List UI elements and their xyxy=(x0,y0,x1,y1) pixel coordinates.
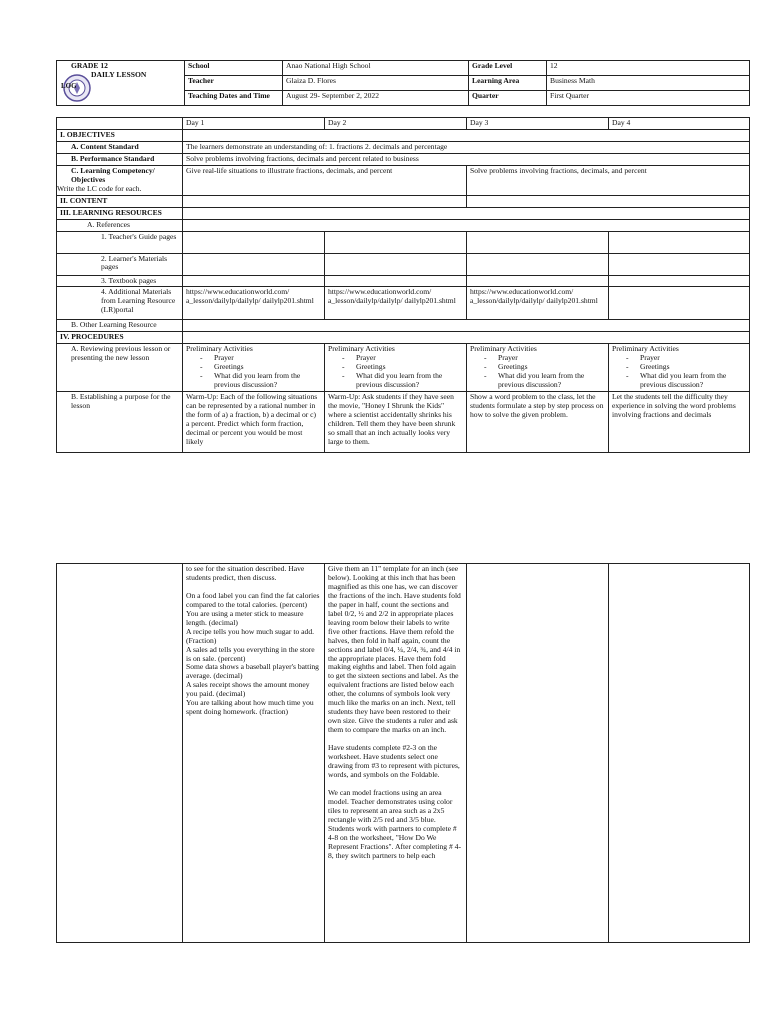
day-3-header: Day 3 xyxy=(467,118,609,130)
additional-materials-label: 4. Additional Materials from Learning Resource (LR)portal xyxy=(57,287,183,320)
question-item: - What did you learn from the previous discussion? xyxy=(328,372,463,390)
content-heading: II. CONTENT xyxy=(57,195,183,207)
quarter-value: First Quarter xyxy=(547,91,750,106)
prelim-title: Preliminary Activities xyxy=(186,344,253,354)
grade-level-value: 12 xyxy=(547,61,750,76)
blank-cell xyxy=(183,275,325,287)
log-title: LOG xyxy=(61,82,77,90)
continuation-day2: Give them an 11" template for an inch (see below). Looking at this inch that has been magnified as this one has, we can discover the fractions of the inch. Have students fold the paper in half, count the sections and label 0/2, ½ and 2/2 in appropriate places leaving room below their labels to write five other fractions. Have them refold the halves, then fold in half again, count the sections and label 0/4, ¼, 2/4, ¾, and 4/4 in the appropriate places. Have them fold making eighths and label. Then fold again to get the sixteen sections and label. As the equivalent fractions are listed below each other, the columns of symbols look very much like the marks on an inch. Next, tell students they have been restored to their own size. Give the students a ruler and ask them to compare the marks on an inch. Have students complete #2-3 on the worksheet. Have students select one drawing from #3 to represent with pictures, words, and symbols on the Foldable. We can model fractions using an area model. Teacher demonstrates using color tiles to represent an area such as a 2x5 rectangle with 2/5 red and 3/5 blue. Students work with partners to complete # 4-8 on the worksheet, "How Do We Represent Fractions". After completing # 4-8, they switch partners to help each xyxy=(325,564,467,943)
performance-standard-value: Solve problems involving fractions, decimals and percent related to business xyxy=(183,153,750,165)
performance-standard-label: B. Performance Standard xyxy=(57,153,183,165)
blank-cell xyxy=(183,253,325,275)
lesson-table xyxy=(56,117,750,453)
day-4-header: Day 4 xyxy=(609,118,750,130)
references-label: A. References xyxy=(57,219,183,231)
school-value: Anao National High School xyxy=(283,61,469,76)
blank-cell xyxy=(609,231,750,253)
blank-cell xyxy=(57,564,183,943)
header-table xyxy=(56,60,750,106)
prelim-day2 xyxy=(325,344,467,392)
prelim-title: Preliminary Activities xyxy=(328,344,395,354)
resources-heading: III. LEARNING RESOURCES xyxy=(57,207,183,219)
purpose-day2: Warm-Up: Ask students if they have seen the movie, "Honey I Shrunk the Kids" where a scientist accidentally shrinks his children. Tell them they have been shrunk so small that an inch actually looks very large to them. xyxy=(325,392,467,453)
blank-cell xyxy=(183,231,325,253)
textbook-label: 3. Textbook pages xyxy=(57,275,183,287)
teacher-label: Teacher xyxy=(185,76,283,91)
greetings-item: - Greetings xyxy=(186,363,321,372)
greetings-item: - Greetings xyxy=(328,363,463,372)
blank-cell xyxy=(467,275,609,287)
competency-day34: Solve problems involving fractions, decimals, and percent xyxy=(467,165,750,195)
learning-area-label: Learning Area xyxy=(469,76,547,91)
continuation-table xyxy=(56,563,750,943)
blank-cell xyxy=(467,231,609,253)
content-standard-label: A. Content Standard xyxy=(57,141,183,153)
objectives-heading: I. OBJECTIVES xyxy=(57,129,183,141)
day-1-header: Day 1 xyxy=(183,118,325,130)
prelim-day3 xyxy=(467,344,609,392)
dates-value: August 29- September 2, 2022 xyxy=(283,91,469,106)
teacher-value: Glaiza D. Flores xyxy=(283,76,469,91)
review-label: A. Reviewing previous lesson or presenting the new lesson xyxy=(57,344,183,392)
teachers-guide-label: 1. Teacher's Guide pages xyxy=(57,231,183,253)
greetings-item: - Greetings xyxy=(470,363,605,372)
blank-cell xyxy=(325,275,467,287)
other-resource-label: B. Other Learning Resource xyxy=(57,320,183,332)
question-item: - What did you learn from the previous discussion? xyxy=(186,372,321,390)
question-item: - What did you learn from the previous discussion? xyxy=(470,372,605,390)
blank-cell xyxy=(183,195,467,207)
procedures-heading: IV. PROCEDURES xyxy=(57,332,183,344)
blank-cell xyxy=(183,320,750,332)
school-label: School xyxy=(185,61,283,76)
prayer-item: - Prayer xyxy=(470,354,605,363)
blank-cell xyxy=(183,207,750,219)
blank-cell xyxy=(467,253,609,275)
daily-lesson-title: DAILY LESSON xyxy=(91,70,147,79)
resource-link-day3[interactable]: https://www.educationworld.com/ a_lesson/dailylp/dailylp/ dailylp201.shtml xyxy=(467,287,609,320)
prelim-day4 xyxy=(609,344,750,392)
blank-cell xyxy=(609,564,750,943)
learners-materials-label: 2. Learner's Materials pages xyxy=(57,253,183,275)
resource-link-day1[interactable]: https://www.educationworld.com/ a_lesson/dailylp/dailylp/ dailylp201.shtml xyxy=(183,287,325,320)
blank-cell xyxy=(467,195,750,207)
learning-area-value: Business Math xyxy=(547,76,750,91)
question-item: - What did you learn from the previous discussion? xyxy=(612,372,746,390)
blank-cell xyxy=(183,219,750,231)
competency-day12: Give real-life situations to illustrate fractions, decimals, and percent xyxy=(183,165,467,195)
blank-cell xyxy=(183,129,750,141)
competency-cell xyxy=(57,165,183,195)
competency-label: C. Learning Competency/ Objectives xyxy=(71,165,155,184)
blank-cell xyxy=(609,275,750,287)
continuation-day1: to see for the situation described. Have students predict, then discuss. On a food label you can find the fat calories compared to the total calories. (percent) You are using a meter stick to measure length. (decimal) A recipe tells you how much sugar to add. (Fraction) A sales ad tells you everything in the store is on sale. (percent) Some data shows a baseball player's batting average. (decimal) A sales receipt shows the amount money you paid. (decimal) You are talking about how much time you spent doing homework. (fraction) xyxy=(183,564,325,943)
prelim-title: Preliminary Activities xyxy=(470,344,537,354)
purpose-day4: Let the students tell the difficulty they experience in solving the word problems involving fractions and decimals xyxy=(609,392,750,453)
prelim-title: Preliminary Activities xyxy=(612,344,679,354)
prayer-item: - Prayer xyxy=(612,354,746,363)
blank-cell xyxy=(325,231,467,253)
blank-cell xyxy=(609,287,750,320)
grade-title: GRADE 12 xyxy=(71,61,108,70)
content-standard-value: The learners demonstrate an understanding of: 1. fractions 2. decimals and percentage xyxy=(183,141,750,153)
competency-note: Write the LC code for each. xyxy=(57,183,142,193)
blank-cell xyxy=(609,253,750,275)
purpose-label: B. Establishing a purpose for the lesson xyxy=(57,392,183,453)
quarter-label: Quarter xyxy=(469,91,547,106)
blank-cell xyxy=(467,564,609,943)
blank-cell xyxy=(183,332,750,344)
purpose-day1: Warm-Up: Each of the following situations can be represented by a rational number in the form of a) a fraction, b) a decimal or c) a percent. Predict which form fraction, decimal or percent you would be most likely xyxy=(183,392,325,453)
prelim-day1 xyxy=(183,344,325,392)
dates-label: Teaching Dates and Time xyxy=(185,91,283,106)
prayer-item: - Prayer xyxy=(186,354,321,363)
blank-cell xyxy=(325,253,467,275)
day-2-header: Day 2 xyxy=(325,118,467,130)
resource-link-day2[interactable]: https://www.educationworld.com/ a_lesson/dailylp/dailylp/ dailylp201.shtml xyxy=(325,287,467,320)
header-title-cell xyxy=(57,61,185,106)
greetings-item: - Greetings xyxy=(612,363,746,372)
prayer-item: - Prayer xyxy=(328,354,463,363)
blank-cell xyxy=(57,118,183,130)
purpose-day3: Show a word problem to the class, let the students formulate a step by step process on how to solve the given problem. xyxy=(467,392,609,453)
grade-level-label: Grade Level xyxy=(469,61,547,76)
